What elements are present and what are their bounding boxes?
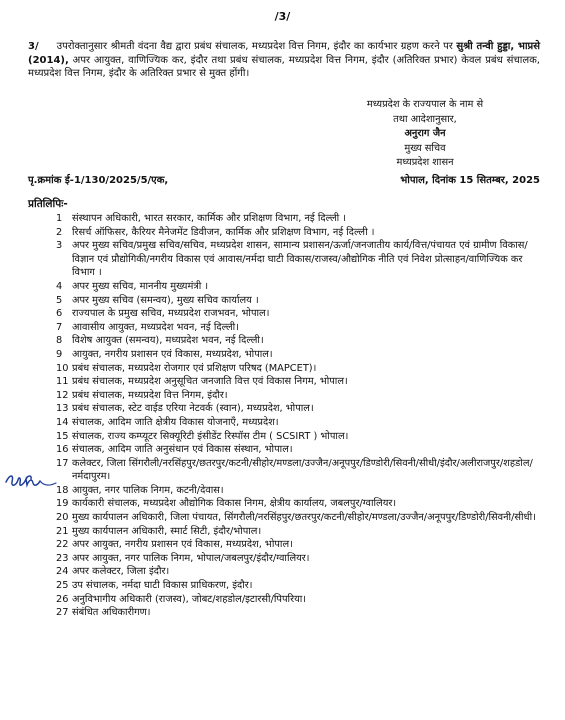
recipient-text: संचालक, राज्य कम्प्यूटर सिक्यूरिटी इंसीडेंट रिस्पॉस टीम ( SCSIRT ) भोपाल।: [72, 430, 349, 442]
recipient-number: 3: [56, 240, 63, 252]
recipient-text: आयुक्त, नगरीय प्रशासन एवं विकास, मध्यप्रदेश, भोपाल।: [72, 348, 273, 360]
recipient-item: [56, 430, 546, 444]
signatory-designation: मुख्य सचिव: [404, 142, 446, 154]
paragraph-text-after: अपर आयुक्त, वाणिज्यिक कर, इंदौर तथा प्रबंध संचालक, मध्यप्रदेश वित्त निगम, इंदौर (अतिरिक्त प्रभार) केवल प्रबंध संचालक, मध्यप्रदेश वित्त निगम, इंदौर के अतिरिक्त प्रभार से मुक्त होंगी।: [28, 54, 540, 79]
paragraph-number: 3/: [28, 41, 39, 52]
signatory-name: अनुराग जैन: [404, 128, 446, 139]
recipient-item: [56, 226, 546, 240]
recipient-number: 10: [56, 362, 69, 374]
recipient-text: प्रबंध संचालक, मध्यप्रदेश अनुसूचित जनजाति वित्त एवं विकास निगम, भोपाल।: [72, 376, 348, 388]
signatory-office: मध्यप्रदेश शासन: [396, 157, 454, 168]
recipient-number: 24: [56, 566, 69, 578]
recipient-text: प्रबंध संचालक, स्टेट वाईड एरिया नेटवर्क (स्वान), मध्यप्रदेश, भोपाल।: [72, 403, 314, 415]
recipient-item: [56, 362, 546, 376]
recipient-number: 18: [56, 484, 69, 496]
recipient-number: 12: [56, 389, 69, 401]
recipient-item: [56, 280, 546, 294]
recipient-item: [56, 484, 546, 498]
recipient-item: [56, 606, 546, 620]
recipient-number: 25: [56, 580, 69, 592]
officer-name: सुश्री तन्वी हुड्डा, भाप्रसे (2014),: [28, 41, 540, 66]
order-paragraph: [28, 40, 540, 81]
recipient-number: 13: [56, 403, 69, 415]
recipient-number: 6: [56, 308, 63, 320]
recipient-number: 19: [56, 498, 69, 510]
recipient-number: 11: [56, 376, 69, 388]
recipient-number: 4: [56, 280, 63, 292]
recipient-item: [56, 579, 546, 593]
recipient-text: अपर आयुक्त, नगर पालिक निगम, भोपाल/जबलपुर/इंदौर/ग्वालियर।: [72, 552, 310, 564]
recipient-text: आवासीय आयुक्त, मध्यप्रदेश भवन, नई दिल्ली।: [72, 321, 239, 333]
recipient-item: [56, 239, 546, 280]
recipient-item: [56, 443, 546, 457]
copy-heading: प्रतिलिपिः-: [28, 198, 68, 210]
reference-place-date: भोपाल, दिनांक 15 सितम्बर, 2025: [400, 175, 540, 186]
recipient-item: [56, 538, 546, 552]
recipient-number: 21: [56, 525, 69, 537]
recipient-number: 22: [56, 539, 69, 551]
recipient-item: [56, 402, 546, 416]
recipient-item: [56, 552, 546, 566]
recipient-text: संचालक, आदिम जाति अनुसंधान एवं विकास संस्थान, भोपाल।: [72, 444, 293, 456]
recipient-text: अनुविभागीय अधिकारी (राजस्व), जोबट/शहडोल/इटारसी/पिपरिया।: [72, 593, 307, 605]
paragraph-text-before: उपरोक्तानुसार श्रीमती वंदना वैद्य द्वारा प्रबंध संचालक, मध्यप्रदेश वित्त निगम, इंदौर का कार्यभार ग्रहण करने पर: [56, 41, 457, 52]
signature-line2: तथा आदेशानुसार,: [393, 113, 457, 125]
recipient-item: [56, 321, 546, 335]
recipient-item: [56, 348, 546, 362]
signature-mark-icon: [2, 466, 62, 494]
signature-block: [330, 98, 520, 171]
recipient-number: 9: [56, 348, 63, 360]
recipient-number: 1: [56, 213, 63, 224]
recipient-number: 2: [56, 226, 63, 238]
recipient-item: [56, 593, 546, 607]
recipient-item: [56, 497, 546, 511]
recipient-number: 23: [56, 552, 69, 564]
recipient-item: [56, 307, 546, 321]
recipient-number: 17: [56, 457, 69, 469]
recipient-number: 16: [56, 444, 69, 456]
recipient-item: [56, 375, 546, 389]
recipient-item: [56, 389, 546, 403]
recipient-text: संचालक, आदिम जाति क्षेत्रीय विकास योजनाएँ, मध्यप्रदेश।: [72, 416, 279, 428]
recipient-text: अपर मुख्य सचिव, माननीय मुख्यमंत्री ।: [72, 280, 209, 292]
recipient-list: [56, 212, 546, 620]
recipient-item: [56, 416, 546, 430]
recipient-text: रिसर्च ऑफिसर, कैरियर मैनेजमेंट डिवीजन, कार्मिक और प्रशिक्षण विभाग, नई दिल्ली ।: [72, 226, 375, 238]
recipient-item: [56, 511, 546, 525]
recipient-number: 14: [56, 416, 69, 428]
reference-line: [28, 172, 540, 186]
recipient-text: विशेष आयुक्त (समन्वय), मध्यप्रदेश भवन, नई दिल्ली।: [72, 335, 264, 347]
recipient-item: [56, 565, 546, 579]
recipient-text: अपर मुख्य सचिव (समन्वय), मुख्य सचिव कार्यालय ।: [72, 294, 259, 306]
recipient-text: कार्यकारी संचालक, मध्यप्रदेश औद्योगिक विकास निगम, क्षेत्रीय कार्यालय, जबलपुर/ग्वालियर।: [72, 498, 397, 510]
recipient-number: 26: [56, 593, 69, 605]
recipient-text: आयुक्त, नगर पालिक निगम, कटनी/देवास।: [72, 484, 224, 496]
recipient-item: [56, 294, 546, 308]
recipient-text: कलेक्टर, जिला सिंगरौली/नरसिंहपुर/छतरपुर/कटनी/सीहोर/मण्डला/उज्जैन/अनूपपुर/डिण्डोरी/सिवनी/सीधी/इंदौर/अलीराजपुर/शहडोल/नर्मदापुरम।: [72, 457, 533, 483]
recipient-number: 27: [56, 607, 69, 619]
signature-line1: मध्यप्रदेश के राज्यपाल के नाम से: [366, 99, 484, 110]
recipient-text: मुख्य कार्यपालन अधिकारी, जिला पंचायत, सिंगरौली/नरसिंहपुर/छतरपुर/कटनी/सीहोर/मण्डला/उज्जैन/अनूपपुर/डिण्डोरी/सिवनी/सीधी।: [72, 512, 536, 524]
recipient-item: [56, 212, 546, 226]
recipient-text: मुख्य कार्यपालन अधिकारी, स्मार्ट सिटी, इंदौर/भोपाल।: [72, 525, 262, 537]
recipient-number: 8: [56, 335, 63, 347]
recipient-item: [56, 525, 546, 539]
recipient-number: 5: [56, 294, 63, 306]
page-number: /3/: [274, 10, 291, 23]
recipient-number: 7: [56, 321, 63, 333]
recipient-text: राज्यपाल के प्रमुख सचिव, मध्यप्रदेश राजभवन, भोपाल।: [72, 308, 270, 320]
reference-number: पृ.क्रमांक ई-1/130/2025/5/एक,: [28, 175, 169, 186]
recipient-text: उप संचालक, नर्मदा घाटी विकास प्राधिकरण, इंदौर।: [72, 580, 253, 592]
recipient-text: अपर आयुक्त, नगरीय प्रशासन एवं विकास, मध्यप्रदेश, भोपाल।: [72, 539, 293, 551]
recipient-text: अपर कलेक्टर, जिला इंदौर।: [72, 566, 170, 578]
recipient-text: प्रबंध संचालक, मध्यप्रदेश रोजगार एवं प्रशिक्षण परिषद (MAPCET)।: [72, 362, 317, 374]
recipient-text: संबंधित अधिकारीगण।: [72, 607, 151, 619]
recipient-number: 15: [56, 430, 69, 442]
recipient-text: प्रबंध संचालक, मध्यप्रदेश वित्त निगम, इंदौर।: [72, 389, 228, 401]
recipient-item: [56, 334, 546, 348]
recipient-number: 20: [56, 512, 69, 524]
recipient-text: अपर मुख्य सचिव/प्रमुख सचिव/सचिव, मध्यप्रदेश शासन, सामान्य प्रशासन/ऊर्जा/जनजातीय कार्य/वित्त/पंचायत एवं ग्रामीण विकास/विज्ञान एवं प्रौद्योगिकी/नगरीय विकास एवं आवास/नर्मदा घाटी विकास/राजस्व/औद्योगिक नीति एवं निवेश प्रोत्साहन/वाणिज्यिक कर विभाग ।: [72, 240, 528, 279]
recipient-item: [56, 457, 546, 484]
recipient-text: संस्थापन अधिकारी, भारत सरकार, कार्मिक और प्रशिक्षण विभाग, नई दिल्ली ।: [72, 213, 347, 224]
